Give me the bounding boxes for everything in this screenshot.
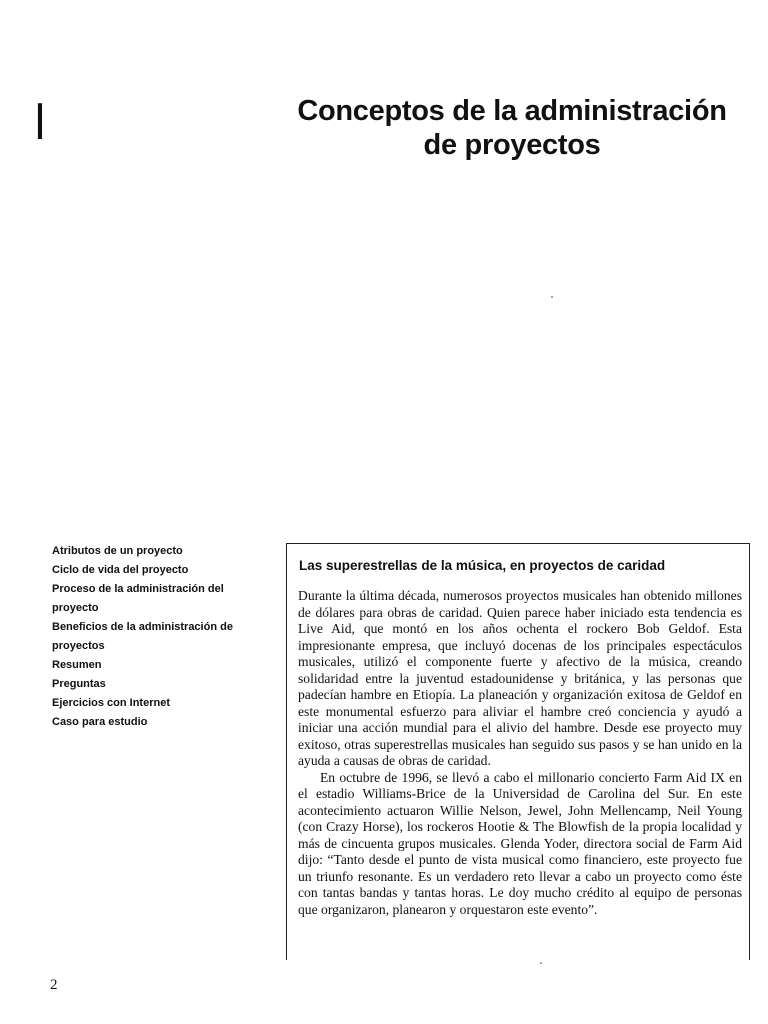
feature-paragraph-2: En octubre de 1996, se llevó a cabo el millonario concierto Farm Aid IX en el estadio Williams-Brice de la Universidad de Carolina del Sur. En este acontecimiento actuaron Willie Nelson, Jewel, John Mellencamp, Neil Young (con Crazy Horse), los rockeros Hootie & The Blowfish de la propia localidad y más de cincuenta grupos musicales. Glenda Yoder, directora social de Farm Aid dijo: “Tanto desde el punto de vista musical como financiero, este proyecto fue un triunfo resonante. Es un verdadero reto llevar a cabo un proyecto como éste con tantas bandas y tantas horas. Le doy mucho crédito al equipo de personas que organizaron, planearon y orquestaron este evento”. xyxy=(298,769,742,917)
page-number: 2 xyxy=(50,977,58,993)
toc-item-caso[interactable]: Caso para estudio xyxy=(52,716,148,728)
toc-item-ejercicios[interactable]: Ejercicios con Internet xyxy=(52,697,170,709)
feature-box-title: Las superestrellas de la música, en proyectos de caridad xyxy=(299,558,666,573)
chapter-number: I xyxy=(36,93,44,151)
scan-speck xyxy=(551,296,553,298)
chapter-title xyxy=(262,94,762,162)
toc-item-atributos[interactable]: Atributos de un proyecto xyxy=(52,545,183,557)
toc-item-proceso[interactable]: Proceso de la administración del proyecto xyxy=(52,583,224,614)
chapter-title-line-1: Conceptos de la administración xyxy=(297,95,727,127)
toc-item-preguntas[interactable]: Preguntas xyxy=(52,678,106,690)
scan-speck xyxy=(540,962,542,964)
feature-paragraph-1: Durante la última década, numerosos proyectos musicales han obtenido millones de dólares para obras de caridad. Quien parece haber iniciado esta tendencia es Live Aid, que montó en los años ochenta el rockero Bob Geldof. Esta impresionante empresa, que incluyó docenas de los principales espectáculos musicales, utilizó el componente fuerte y afectivo de la música, creando solidaridad entre la juventud estadounidense y británica, y las personas que padecían hambre en Etiopía. La planeación y organización exitosa de Geldof en este monumental esfuerzo para aliviar el hambre creó conciencia y ayudó a iniciar una acción mundial para el alivio del hambre. Desde ese proyecto muy exitoso, otras superestrellas musicales han seguido sus pasos y se han unido en la ayuda a causas de obras de caridad. xyxy=(298,588,742,768)
feature-box-body xyxy=(298,588,742,918)
chapter-title-line-2: de proyectos xyxy=(423,129,601,161)
toc-item-beneficios[interactable]: Beneficios de la administración de proyectos xyxy=(52,621,233,652)
chapter-contents-list xyxy=(52,542,262,732)
toc-item-resumen[interactable]: Resumen xyxy=(52,659,102,671)
feature-box xyxy=(286,543,750,960)
toc-item-ciclo-de-vida[interactable]: Ciclo de vida del proyecto xyxy=(52,564,189,576)
